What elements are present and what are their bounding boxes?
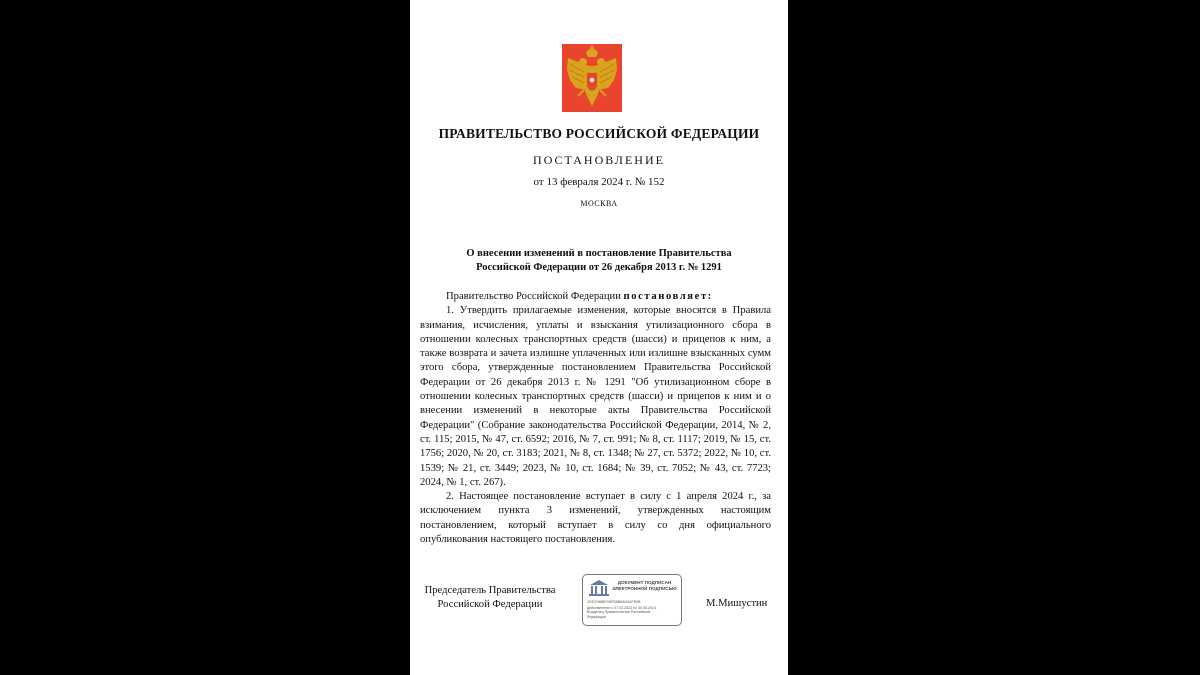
signer-name: М.Мишустин bbox=[706, 598, 768, 609]
stamp-details bbox=[587, 606, 678, 619]
stamp-validity: Действителен с 07.02.2023 по 30.05.2024 bbox=[587, 606, 657, 610]
document-title-line: Российской Федерации от 26 декабря 2013 г. № 1291 bbox=[476, 261, 722, 273]
stamp-heading bbox=[611, 580, 678, 591]
preamble-text: Правительство Российской Федерации bbox=[446, 291, 624, 302]
paragraph-1: 1. Утвердить прилагаемые изменения, которые вносятся в Правила взимания, исчисления, уплаты и взыскания утилизационного сбора в отношении колесных транспортных средств (шасси) и прицепов к ним, а также возврата и зачета излишне уплаченных или излишне взысканных сумм этого сбора, утвержденные постановлением Правительства Российской Федерации от 26 декабря 2013 г. № 1291 "Об утилизационном сборе в отношении колесных транспортных средств (шасси) и прицепов к ним и о внесении изменений в некоторые акты Правительства Российской Федерации" (Собрание законодательства Российской Федерации, 2014, № 2, ст. 115; 2015, № 47, ст. 6592; 2016, № 7, ст. 991; № 8, ст. 1117; 2019, № 15, ст. 1756; 2020, № 20, ст. 3183; 2021, № 8, ст. 1348; № 27, ст. 5372; 2022, № 10, ст. 1539; № 21, ст. 3449; 2023, № 10, ст. 1684; № 39, ст. 7052; № 43, ст. 7723; 2024, № 1, ст. 267). bbox=[420, 305, 771, 488]
document-title-line: О внесении изменений в постановление Правительства bbox=[466, 248, 732, 259]
electronic-signature-stamp bbox=[582, 574, 682, 626]
preamble bbox=[420, 290, 771, 304]
document-date-number: от 13 февраля 2024 г. № 152 bbox=[533, 176, 665, 188]
document-city: МОСКВА bbox=[580, 199, 618, 208]
stamp-heading-line: ДОКУМЕНТ ПОДПИСАН bbox=[617, 580, 672, 585]
stamp-heading-line: ЭЛЕКТРОННОЙ ПОДПИСЬЮ bbox=[612, 585, 677, 591]
document-type: ПОСТАНОВЛЕНИЕ bbox=[533, 153, 665, 167]
preamble-resolves: постановляет: bbox=[623, 291, 713, 302]
paragraph-2: 2. Настоящее постановление вступает в силу с 1 апреля 2024 г., за исключением пункта 3 изменений, утвержденных настоящим постановлением, который вступает в силу со дня официального опубликования настоящего постановления. bbox=[420, 491, 771, 546]
coat-of-arms-emblem bbox=[562, 44, 622, 112]
document-title bbox=[430, 247, 768, 274]
document-page bbox=[410, 0, 788, 675]
document-body bbox=[420, 290, 771, 547]
stamp-owner: Владелец Правительство Российской bbox=[587, 610, 651, 615]
government-building-icon bbox=[588, 579, 610, 597]
signer-title bbox=[420, 584, 560, 612]
signer-title-line: Председатель Правительства bbox=[424, 585, 556, 596]
stamp-certificate: 1DE3788BF0DFB8B9AD9AFE0B bbox=[587, 600, 641, 604]
org-heading: ПРАВИТЕЛЬСТВО РОССИЙСКОЙ ФЕДЕРАЦИИ bbox=[438, 126, 760, 141]
stamp-owner: Федерации bbox=[587, 614, 606, 619]
signer-title-line: Российской Федерации bbox=[437, 599, 543, 610]
